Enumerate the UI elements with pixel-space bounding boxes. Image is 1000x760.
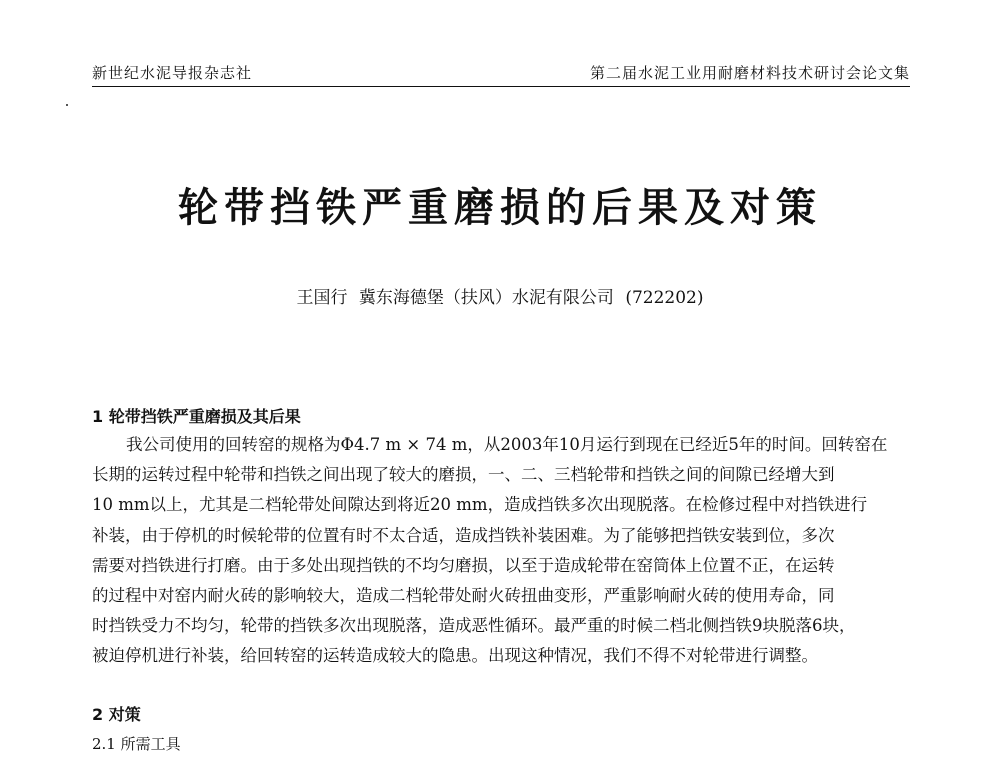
postcode: (722202) [625,288,704,308]
body-line: 的过程中对窑内耐火砖的影响较大，造成二档轮带处耐火砖扭曲变形，严重影响耐火砖的使用寿命，同 [92,586,835,606]
body-line: 需要对挡铁进行打磨。由于多处出现挡铁的不均匀磨损，以至于造成轮带在窑筒体上位置不正，在运转 [92,555,835,575]
paper-title: 轮带挡铁严重磨损的后果及对策 [178,184,822,231]
byline [0,283,1000,308]
author-name: 王国行 [296,288,348,308]
body-line: 10 mm以上，尤其是二档轮带处间隙达到将近20 mm，造成挡铁多次出现脱落。在检修过程中对挡铁进行 [92,495,868,515]
body-line: 长期的运转过程中轮带和挡铁之间出现了较大的磨损，一、二、三档轮带和挡铁之间的间隙已经增大到 [92,465,835,485]
section-1-heading: 1 轮带挡铁严重磨损及其后果 [92,407,301,426]
journal-publisher: 新世纪水泥导报杂志社 [92,64,253,82]
subsection-2-1-heading: 2.1 所需工具 [92,735,181,753]
body-line: 补装，由于停机的时候轮带的位置有时不太合适，造成挡铁补装困难。为了能够把挡铁安装到位，多次 [92,525,835,545]
body-line: 我公司使用的回转窑的规格为Φ4.7 m × 74 m，从2003年10月运行到现在已经近5年的时间。回转窑在 [126,435,888,454]
header-rule [92,86,910,87]
body-line: 时挡铁受力不均匀，轮带的挡铁多次出现脱落，造成恶性循环。最严重的时候二档北侧挡铁9块脱落6块， [92,616,856,636]
section-2-heading: 2 对策 [92,705,141,724]
section-1-body [92,430,910,672]
proceedings-title: 第二届水泥工业用耐磨材料技术研讨会论文集 [589,64,910,82]
author-affiliation: 冀东海德堡（扶风）水泥有限公司 [358,288,614,308]
body-line: 被迫停机进行补装，给回转窑的运转造成较大的隐患。出现这种情况，我们不得不对轮带进行调整。 [92,646,818,666]
scan-speck [66,104,68,106]
